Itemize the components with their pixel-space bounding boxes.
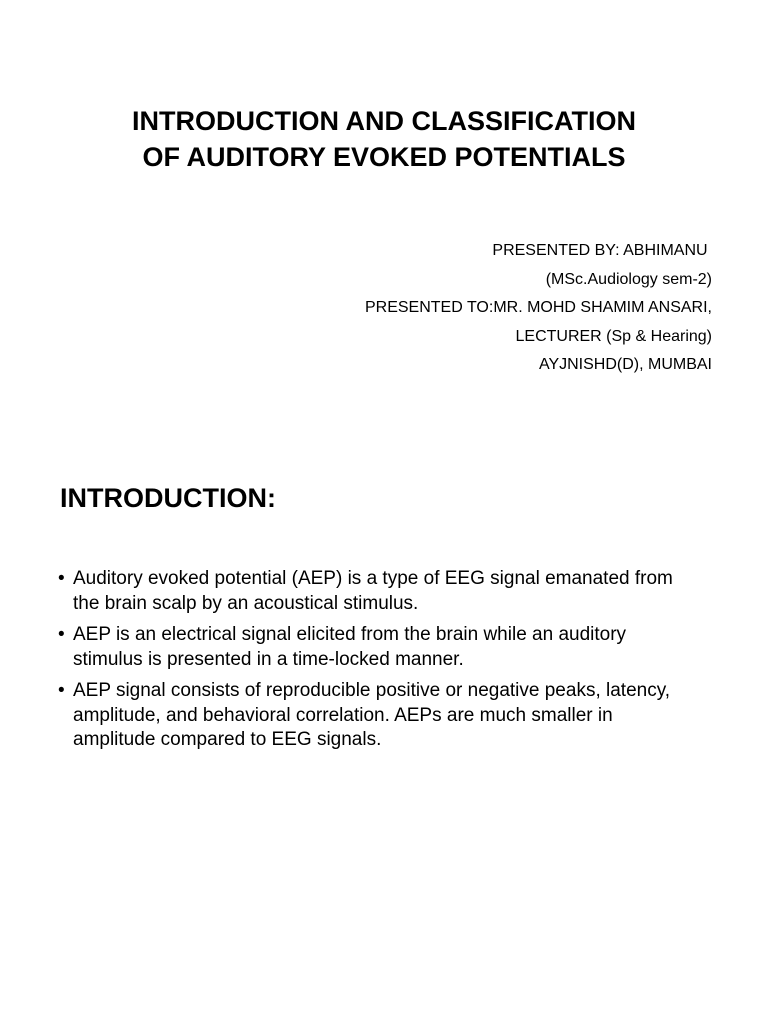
bullet-icon: • xyxy=(58,624,65,645)
bullet-text: AEP is an electrical signal elicited from the brain while an auditory stimulus is presented in a time-locked manner. xyxy=(73,624,627,670)
institution: AYJNISHD(D), MUMBAI xyxy=(538,356,712,373)
presented-by: PRESENTED BY: ABHIMANU xyxy=(492,242,712,259)
presentation-title xyxy=(60,103,708,175)
bullet-icon: • xyxy=(58,568,65,589)
presented-to-title: LECTURER (Sp & Hearing) xyxy=(515,327,712,345)
bullet-text: AEP signal consists of reproducible positive or negative peaks, latency, amplitude, and behavioral correlation. AEPs are much smaller in amplitude compared to EEG signals. xyxy=(73,680,671,750)
title-slide xyxy=(0,0,768,440)
presenter-info xyxy=(365,237,712,380)
list-item xyxy=(58,567,698,616)
presented-to: PRESENTED TO:MR. MOHD SHAMIM ANSARI, xyxy=(364,299,712,316)
title-line-1: INTRODUCTION AND CLASSIFICATION xyxy=(132,106,636,136)
bullet-list xyxy=(58,567,698,760)
bullet-icon: • xyxy=(58,680,65,701)
bullet-text: Auditory evoked potential (AEP) is a type of EEG signal emanated from the brain scalp by an acoustical stimulus. xyxy=(73,568,673,614)
title-line-2: OF AUDITORY EVOKED POTENTIALS xyxy=(142,142,626,172)
section-heading: INTRODUCTION: xyxy=(60,483,276,513)
introduction-slide xyxy=(0,440,768,1024)
presenter-course: (MSc.Audiology sem-2) xyxy=(545,270,712,288)
list-item xyxy=(58,623,698,672)
list-item xyxy=(58,679,698,753)
